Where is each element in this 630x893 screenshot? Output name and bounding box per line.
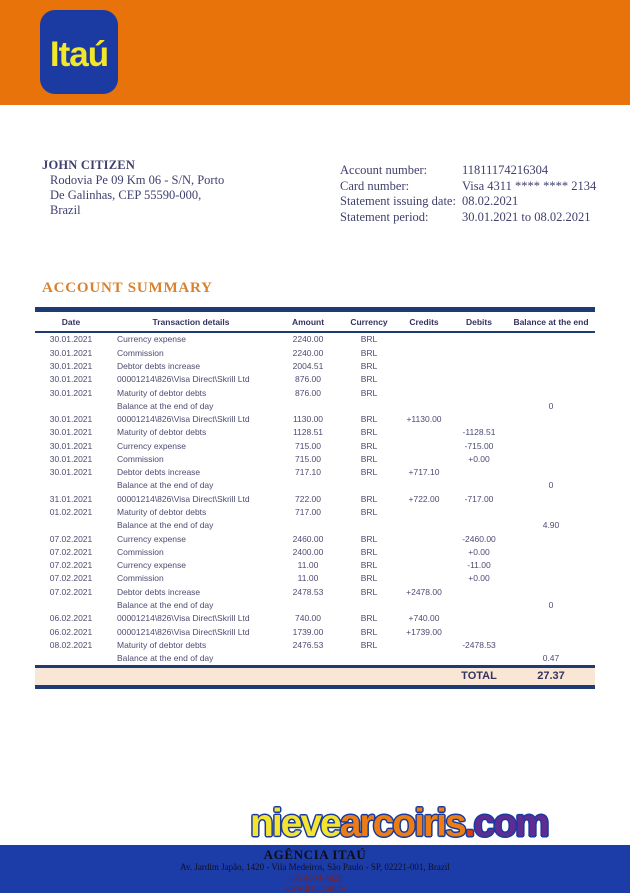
cell-amount [275,479,341,492]
cell-transaction-details: Balance at the end of day [117,600,214,611]
total-value: 27.37 [537,670,565,683]
cell-currency: BRL [360,334,378,345]
cell-transaction-details: Maturity of debtor debts [117,427,207,438]
cell-currency: BRL [360,586,378,597]
column-header-transaction-details: Transaction details [152,317,230,327]
cell-currency [341,519,397,532]
cell-balance: 0.47 [542,653,560,664]
cell-currency: BRL [360,414,378,425]
cell-credits [397,360,451,373]
cell-amount: 722.00 [295,493,321,504]
cell-currency: BRL [360,573,378,584]
account-info-block [340,163,596,225]
cell-currency: BRL [360,507,378,518]
cell-currency [341,399,397,412]
cell-date: 01.02.2021 [49,507,93,518]
cell-credits: +1739.00 [406,626,442,637]
cell-date [35,399,107,412]
cell-balance [507,572,595,585]
cell-transaction-details: Currency expense [117,560,186,571]
watermark-segment: com [473,802,548,845]
cell-credits [397,386,451,399]
watermark-segment: . [464,802,474,845]
cell-debits [451,625,507,638]
cell-date [35,479,107,492]
account-summary-title: ACCOUNT SUMMARY [42,280,213,296]
cell-transaction-details: 00001214\826\Visa Direct\Skrill Ltd [117,414,250,425]
cell-balance: 0 [548,480,554,491]
agency-phone: +55 4004-4828 [287,872,343,883]
cell-debits [451,519,507,532]
itau-logo [40,10,118,94]
cell-debits [451,652,507,667]
cell-currency: BRL [360,453,378,464]
cell-balance [507,466,595,479]
cell-balance [507,546,595,559]
cell-debits [451,346,507,359]
cell-debits: +0.00 [468,546,490,557]
cell-transaction-details: Commission [117,573,164,584]
cell-transaction-details: Balance at the end of day [117,400,214,411]
cell-debits: -11.00 [467,560,491,571]
card-number-label: Card number: [340,178,410,193]
cell-debits [451,466,507,479]
cell-balance: 4.90 [542,520,560,531]
cell-date: 06.02.2021 [49,613,93,624]
customer-address-line: Brazil [50,203,81,217]
cell-date: 30.01.2021 [49,440,93,451]
account-number-label: Account number: [340,163,428,177]
cell-amount [275,399,341,412]
table-row [35,479,595,492]
cell-date [35,599,107,612]
statement-period-label: Statement period: [340,209,429,224]
cell-date: 06.02.2021 [49,626,93,637]
cell-date [35,652,107,667]
cell-currency: BRL [360,347,378,358]
cell-credits [397,426,451,439]
cell-debits: -717.00 [464,493,494,504]
cell-credits [397,506,451,519]
cell-transaction-details: Currency expense [117,440,186,451]
table-row [35,546,595,559]
cell-balance [507,492,595,505]
cell-date: 30.01.2021 [49,360,93,371]
agency-name: AGÊNCIA ITAÚ [263,847,367,862]
cell-date: 30.01.2021 [49,347,93,358]
cell-currency: BRL [360,613,378,624]
cell-currency [341,479,397,492]
cell-amount: 740.00 [295,613,321,624]
cell-credits [397,638,451,651]
cell-currency: BRL [360,440,378,451]
watermark-nievearcoiris [250,802,548,846]
table-row [35,426,595,439]
table-row [35,439,595,452]
cell-balance [507,439,595,452]
cell-balance [507,386,595,399]
cell-balance [507,585,595,598]
cell-debits [451,332,507,346]
table-row [35,492,595,505]
table-row [35,519,595,532]
cell-amount: 717.10 [295,467,321,478]
card-number-row [340,179,596,195]
card-number-value: Visa 4311 **** **** 2134 [462,178,597,193]
cell-amount [275,519,341,532]
cell-amount: 2478.53 [292,586,324,597]
cell-debits: -2478.53 [462,639,496,650]
cell-debits [451,585,507,598]
cell-amount: 717.00 [295,507,321,518]
cell-debits: -715.00 [464,440,494,451]
cell-debits [451,399,507,412]
cell-currency [341,599,397,612]
cell-amount [275,652,341,667]
cell-currency: BRL [360,533,378,544]
cell-credits [397,532,451,545]
cell-date: 07.02.2021 [49,573,93,584]
cell-credits [397,479,451,492]
cell-debits [451,506,507,519]
account-number-value: 11811174216304 [462,163,549,177]
total-label: TOTAL [461,670,497,683]
account-summary-table [35,307,595,689]
cell-amount: 876.00 [295,387,321,398]
cell-credits [397,572,451,585]
table-row [35,652,595,667]
cell-balance: 0 [548,400,554,411]
statement-period-row [340,210,596,226]
cell-amount: 1128.51 [292,427,324,438]
cell-debits: +0.00 [468,453,490,464]
cell-transaction-details: Balance at the end of day [117,480,214,491]
table-row [35,559,595,572]
cell-transaction-details: Balance at the end of day [117,653,214,664]
cell-date: 07.02.2021 [49,560,93,571]
column-header-balance: Balance at the end [513,317,589,327]
table-row [35,453,595,466]
cell-credits [397,546,451,559]
column-header-credits: Credits [409,317,439,327]
cell-transaction-details: Currency expense [117,334,186,345]
table-row [35,413,595,426]
cell-amount: 11.00 [297,560,319,571]
table-row [35,346,595,359]
cell-balance [507,625,595,638]
cell-transaction-details: 00001214\826\Visa Direct\Skrill Ltd [117,613,250,624]
table-row [35,386,595,399]
cell-date: 07.02.2021 [49,586,93,597]
cell-balance [507,612,595,625]
cell-debits: +0.00 [468,573,490,584]
cell-date: 30.01.2021 [49,467,93,478]
cell-transaction-details: 00001214\826\Visa Direct\Skrill Ltd [117,626,250,637]
cell-amount: 2476.53 [292,639,324,650]
cell-date: 07.02.2021 [49,533,93,544]
cell-date [35,519,107,532]
cell-amount: 2240.00 [292,334,324,345]
cell-date: 30.01.2021 [49,374,93,385]
statement-issuing-date-label: Statement issuing date: [340,194,456,208]
cell-credits: +1130.00 [406,414,442,425]
cell-credits [397,599,451,612]
table-body [35,332,595,667]
column-header-amount: Amount [291,317,325,327]
cell-amount: 11.00 [297,573,319,584]
cell-debits [451,612,507,625]
header-bar [0,0,630,105]
cell-currency: BRL [360,360,378,371]
agency-address: Av. Jardim Japão, 1420 - Vila Medeiros, São Paulo - SP, 02221-001, Brazil [180,862,450,872]
cell-balance [507,360,595,373]
cell-debits [451,386,507,399]
table-row [35,373,595,386]
cell-balance [507,638,595,651]
cell-credits [397,652,451,667]
cell-credits [397,439,451,452]
cell-amount: 2004.51 [292,360,324,371]
cell-currency: BRL [360,467,378,478]
cell-amount: 1739.00 [292,626,324,637]
table-row [35,625,595,638]
footer-bar [0,845,630,893]
cell-transaction-details: Currency expense [117,533,186,544]
cell-balance [507,426,595,439]
cell-debits [451,479,507,492]
cell-transaction-details: Debtor debts increase [117,360,201,371]
watermark-segment: nieve [250,802,340,845]
cell-transaction-details: Debtor debts increase [117,467,201,478]
cell-credits [397,373,451,386]
cell-balance [507,346,595,359]
table-row [35,332,595,346]
cell-currency: BRL [360,639,378,650]
cell-credits: +740.00 [408,613,440,624]
cell-transaction-details: 00001214\826\Visa Direct\Skrill Ltd [117,374,250,385]
column-header-debits: Debits [466,317,492,327]
statement-period-value: 30.01.2021 to 08.02.2021 [462,209,591,224]
cell-currency: BRL [360,626,378,637]
cell-amount: 876.00 [295,374,321,385]
cell-currency: BRL [360,387,378,398]
cell-balance [507,506,595,519]
cell-transaction-details: Maturity of debtor debts [117,507,207,518]
cell-credits [397,453,451,466]
cell-date: 30.01.2021 [49,427,93,438]
customer-address-line: Rodovia Pe 09 Km 06 - S/N, Porto [50,173,225,187]
agency-website: www.itau.com.br [283,883,347,893]
cell-currency: BRL [360,493,378,504]
cell-currency: BRL [360,546,378,557]
customer-address-line: De Galinhas, CEP 55590-000, [50,188,202,202]
table-header-row [35,310,595,333]
cell-date: 31.01.2021 [49,493,93,504]
cell-transaction-details: Commission [117,347,164,358]
cell-date: 30.01.2021 [49,387,93,398]
table-row [35,612,595,625]
cell-amount: 2460.00 [292,533,324,544]
cell-date: 30.01.2021 [49,334,93,345]
cell-credits [397,519,451,532]
cell-credits [397,559,451,572]
account-number-row [340,163,596,179]
cell-debits [451,360,507,373]
table-row [35,585,595,598]
column-header-date: Date [61,317,81,327]
cell-debits: -1128.51 [462,427,496,438]
cell-date: 08.02.2021 [49,639,93,650]
cell-debits [451,413,507,426]
total-row [35,667,595,688]
cell-amount: 2240.00 [292,347,324,358]
table-row [35,638,595,651]
itau-logo-text: Itaú [49,35,109,74]
cell-credits: +722.00 [408,493,440,504]
cell-transaction-details: Balance at the end of day [117,520,214,531]
watermark-segment: arcoiris [339,802,465,845]
cell-credits: +2478.00 [406,586,442,597]
cell-date: 30.01.2021 [49,453,93,464]
customer-block [42,158,302,218]
cell-currency [341,652,397,667]
cell-transaction-details: Maturity of debtor debts [117,387,207,398]
cell-transaction-details: Commission [117,453,164,464]
cell-amount: 715.00 [295,453,321,464]
table-row [35,572,595,585]
cell-amount: 1130.00 [292,414,324,425]
table-row [35,532,595,545]
table-row [35,466,595,479]
cell-transaction-details: 00001214\826\Visa Direct\Skrill Ltd [117,493,250,504]
cell-amount: 2400.00 [292,546,324,557]
cell-date: 30.01.2021 [49,414,93,425]
cell-balance [507,413,595,426]
cell-transaction-details: Maturity of debtor debts [117,639,207,650]
cell-currency: BRL [360,374,378,385]
cell-date: 07.02.2021 [49,546,93,557]
cell-credits [397,332,451,346]
table-row [35,599,595,612]
cell-amount: 715.00 [295,440,321,451]
cell-debits: -2460.00 [462,533,496,544]
cell-balance: 0 [548,600,554,611]
statement-issuing-date-value: 08.02.2021 [462,194,519,208]
cell-debits [451,599,507,612]
cell-credits [397,346,451,359]
cell-currency: BRL [360,427,378,438]
table-row [35,360,595,373]
cell-balance [507,453,595,466]
cell-currency: BRL [360,560,378,571]
cell-amount [275,599,341,612]
cell-credits: +717.10 [408,467,440,478]
column-header-currency: Currency [350,317,388,327]
cell-credits [397,399,451,412]
cell-balance [507,559,595,572]
customer-name: JOHN CITIZEN [42,158,136,172]
table-row [35,506,595,519]
cell-transaction-details: Debtor debts increase [117,586,201,597]
cell-balance [507,332,595,346]
table-row [35,399,595,412]
cell-transaction-details: Commission [117,546,164,557]
cell-balance [507,373,595,386]
statement-issuing-date-row [340,194,596,210]
cell-balance [507,532,595,545]
cell-debits [451,373,507,386]
